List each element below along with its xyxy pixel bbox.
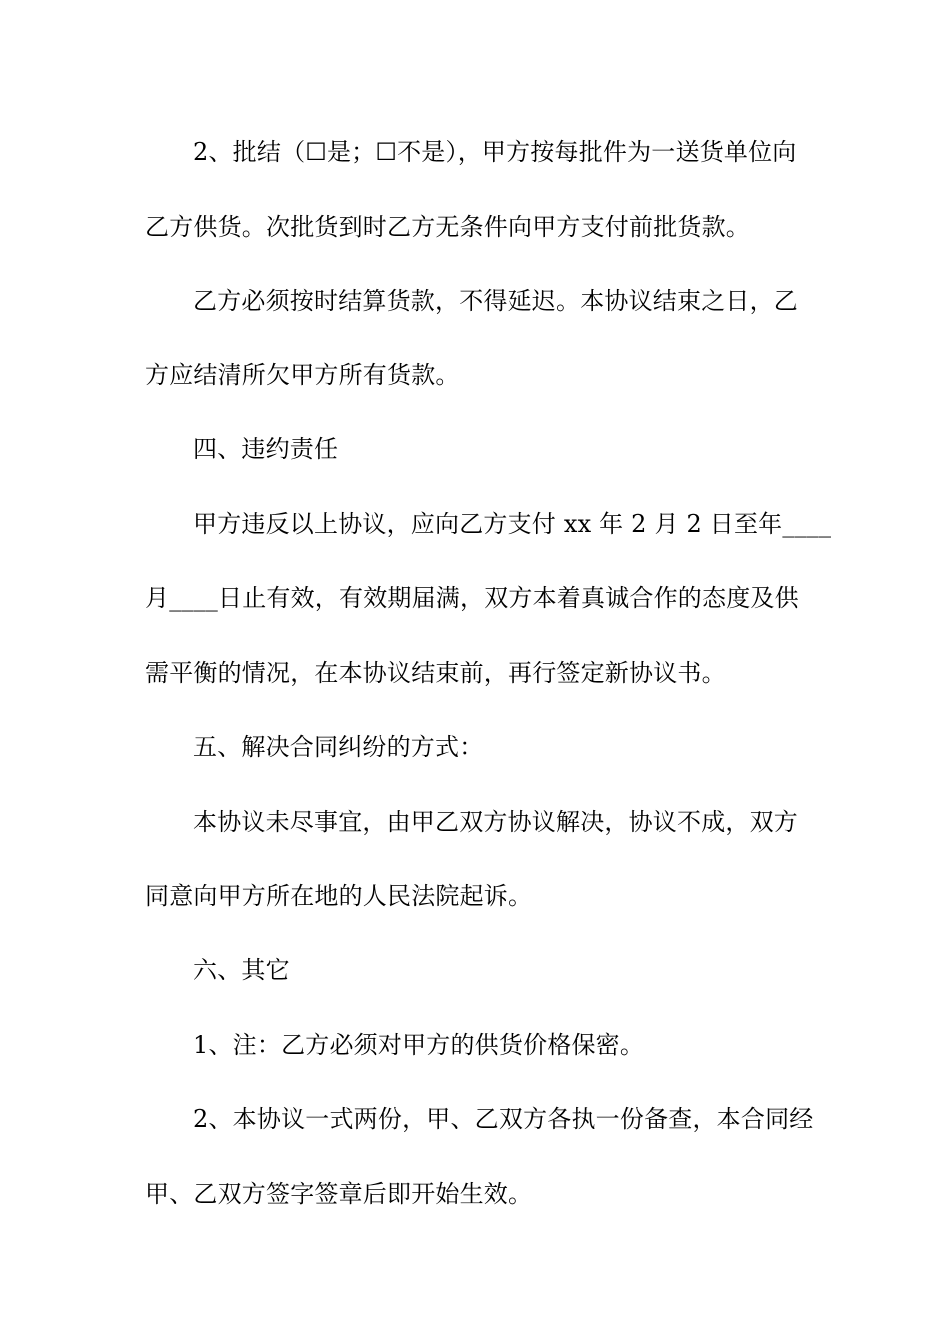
text-line: 月____日止有效，有效期届满，双方本着真诚合作的态度及供 — [145, 584, 799, 612]
text-line: 2、批结（☐是；☐不是），甲方按每批件为一送货单位向 — [193, 138, 797, 166]
section-heading: 四、违约责任 — [193, 435, 339, 463]
text-line: 需平衡的情况，在本协议结束前，再行签定新协议书。 — [145, 659, 726, 687]
text-line: 方应结清所欠甲方所有货款。 — [145, 361, 460, 389]
text-line: 甲、乙双方签字签章后即开始生效。 — [145, 1180, 533, 1208]
text-line: 甲方违反以上协议，应向乙方支付 xx 年 2 月 2 日至年____ — [193, 510, 832, 538]
text-line: 乙方供货。次批货到时乙方无条件向甲方支付前批货款。 — [145, 213, 750, 241]
text-line: 同意向甲方所在地的人民法院起诉。 — [145, 882, 533, 910]
section-heading: 六、其它 — [193, 956, 290, 984]
section-heading: 五、解决合同纠纷的方式： — [193, 733, 484, 761]
text-line: 1、注：乙方必须对甲方的供货价格保密。 — [193, 1031, 645, 1059]
text-line: 2、本协议一式两份，甲、乙双方各执一份备查，本合同经 — [193, 1105, 814, 1133]
text-line: 本协议未尽事宜，由甲乙双方协议解决，协议不成，双方 — [193, 808, 798, 836]
text-line: 乙方必须按时结算货款，不得延迟。本协议结束之日，乙 — [193, 287, 798, 315]
